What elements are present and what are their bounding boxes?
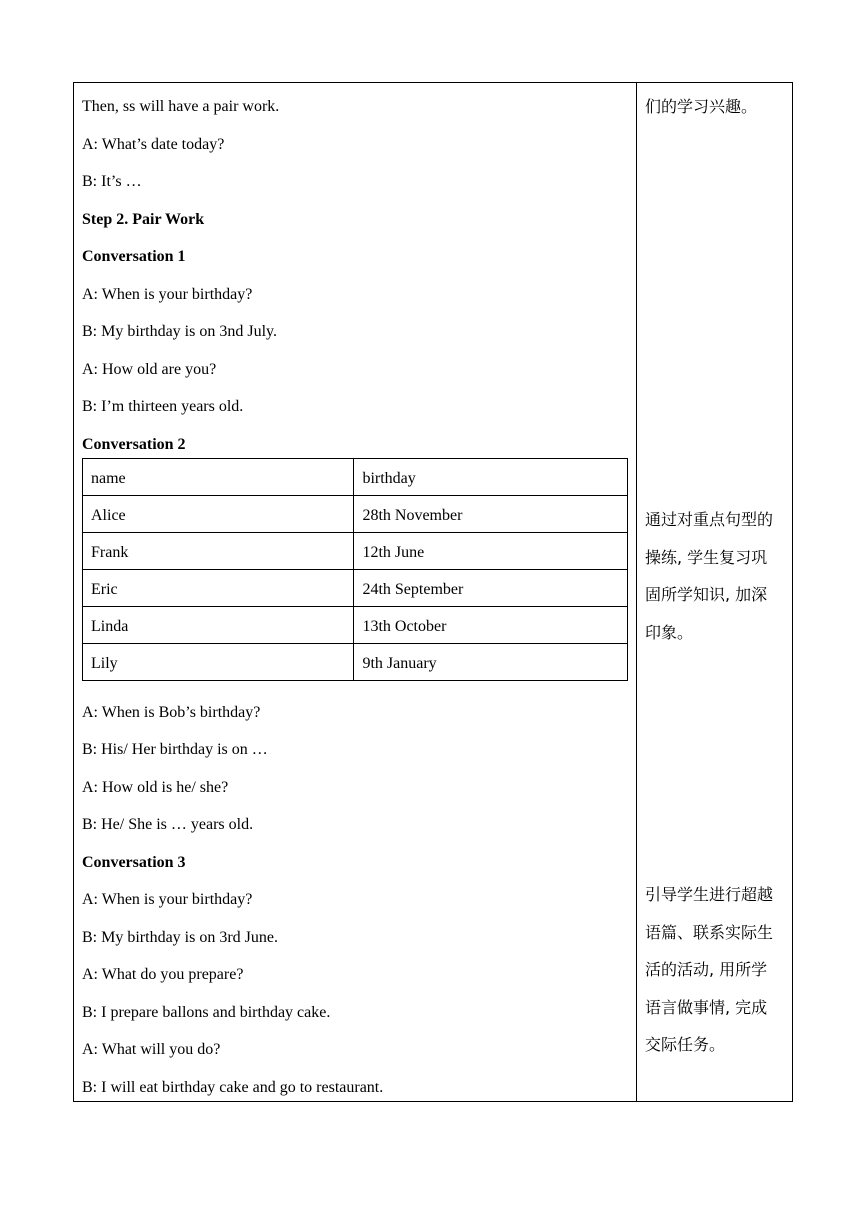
- teaching-note: 们的学习兴趣。: [645, 97, 758, 116]
- text-line: A: When is your birthday?: [82, 891, 253, 908]
- table-row: [83, 496, 628, 533]
- text-line: A: How old is he/ she?: [82, 779, 229, 796]
- text-line: A: When is Bob’s birthday?: [82, 704, 261, 721]
- conversation-heading: Conversation 1: [82, 248, 186, 265]
- conversation-heading: Conversation 3: [82, 854, 186, 871]
- table-cell: 24th September: [354, 570, 628, 607]
- table-cell: Frank: [83, 533, 354, 570]
- table-cell: 28th November: [354, 496, 628, 533]
- table-cell: 13th October: [354, 607, 628, 644]
- teaching-note: 通过对重点句型的 操练, 学生复习巩 固所学知识, 加深 印象。: [645, 510, 774, 642]
- table-cell: Alice: [83, 496, 354, 533]
- text-line: B: He/ She is … years old.: [82, 816, 254, 833]
- text-line: B: My birthday is on 3rd June.: [82, 929, 278, 946]
- text-line: B: I will eat birthday cake and go to restaurant.: [82, 1079, 384, 1096]
- text-line: A: What do you prepare?: [82, 966, 244, 983]
- table-cell: Eric: [83, 570, 354, 607]
- table-row: [83, 570, 628, 607]
- table-cell: 12th June: [354, 533, 628, 570]
- text-line: B: I’m thirteen years old.: [82, 398, 244, 415]
- text-line: B: It’s …: [82, 173, 142, 190]
- column-divider: [636, 82, 637, 1102]
- table-cell: Lily: [83, 644, 354, 681]
- text-line: A: What will you do?: [82, 1041, 221, 1058]
- table-row: [83, 533, 628, 570]
- text-line: Then, ss will have a pair work.: [82, 98, 280, 115]
- text-line: B: My birthday is on 3nd July.: [82, 323, 277, 340]
- table-header-row: [83, 459, 628, 496]
- conversation-heading: Conversation 2: [82, 436, 186, 453]
- text-line: B: His/ Her birthday is on …: [82, 741, 268, 758]
- teaching-note: 引导学生进行超越 语篇、联系实际生 活的活动, 用所学 语言做事情, 完成 交际任务。: [645, 885, 774, 1054]
- text-line: B: I prepare ballons and birthday cake.: [82, 1004, 331, 1021]
- text-line: A: What’s date today?: [82, 136, 225, 153]
- table-cell: Linda: [83, 607, 354, 644]
- table-header-cell: birthday: [354, 459, 628, 496]
- text-line: A: When is your birthday?: [82, 286, 253, 303]
- birthday-table: [82, 458, 628, 681]
- table-row: [83, 644, 628, 681]
- text-line: A: How old are you?: [82, 361, 217, 378]
- table-row: [83, 607, 628, 644]
- table-header-cell: name: [83, 459, 354, 496]
- step-heading: Step 2. Pair Work: [82, 211, 205, 228]
- table-cell: 9th January: [354, 644, 628, 681]
